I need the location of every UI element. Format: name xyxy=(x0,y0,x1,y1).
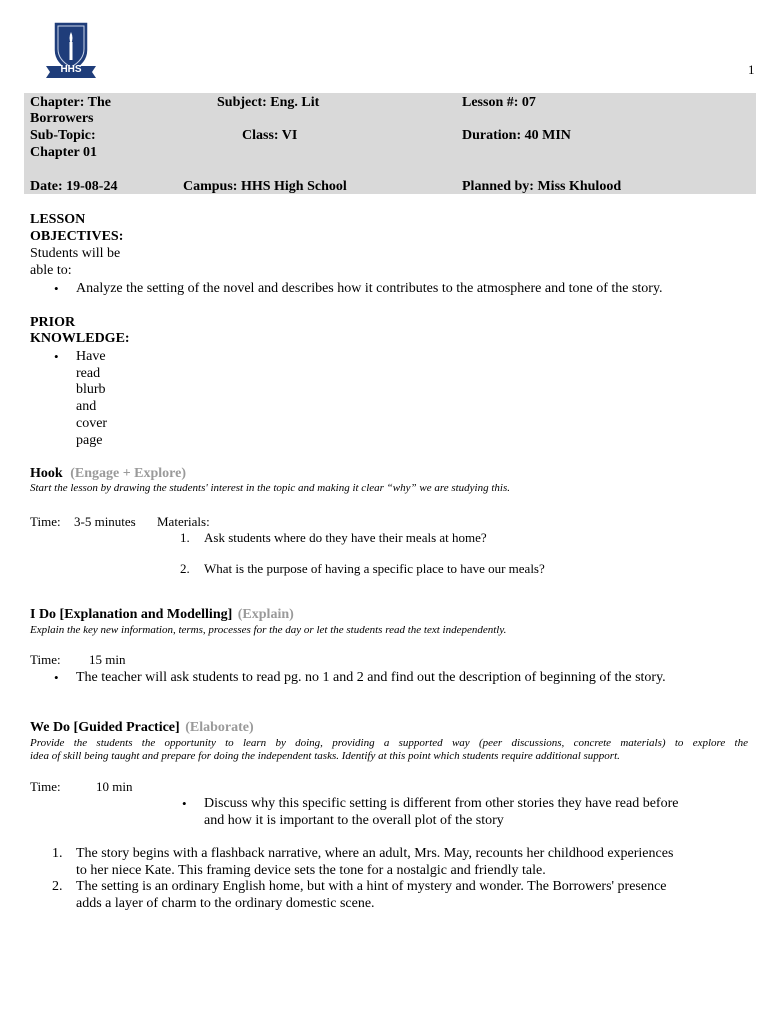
logo-text: HHS xyxy=(60,64,82,75)
wedo-point-2-line-2: adds a layer of charm to the ordinary domestic scene. xyxy=(76,896,375,911)
class: Class: VI xyxy=(242,128,298,143)
wedo-bullet-line-2: and how it is important to the overall plot of the story xyxy=(204,813,504,828)
date: Date: 19-08-24 xyxy=(30,179,118,194)
ido-heading xyxy=(30,606,294,623)
wedo-point-1-line-1: The story begins with a flashback narrative, where an adult, Mrs. May, recounts her childhood experiences xyxy=(76,846,674,861)
wedo-heading xyxy=(30,719,254,736)
planned-by: Planned by: Miss Khulood xyxy=(462,179,622,194)
ido-note: Explain the key new information, terms, processes for the day or let the students read the text independently. xyxy=(30,624,507,636)
objectives-title-1: LESSON xyxy=(30,212,86,227)
prior-word-1: • Have xyxy=(76,348,106,365)
wedo-time-value: 10 min xyxy=(96,779,133,794)
hook-note: Start the lesson by drawing the students' interest in the topic and making it clear “why” we are studying this. xyxy=(30,482,511,494)
prior-word-2: read xyxy=(76,366,101,381)
lesson-number: Lesson #: 07 xyxy=(462,95,536,110)
ido-subtitle: (Explain) xyxy=(237,607,294,622)
hook-heading xyxy=(30,465,186,482)
prior-word-6: page xyxy=(76,433,103,448)
objectives-intro-2: able to: xyxy=(30,263,72,278)
objectives-title-2: OBJECTIVES: xyxy=(30,229,124,244)
prior-title-1: PRIOR xyxy=(30,315,76,330)
ido-item: • The teacher will ask students to read pg. no 1 and 2 and find out the description of beginning of the story. xyxy=(76,669,666,686)
hook-time-value: 3-5 minutes xyxy=(74,514,136,529)
wedo-point-2-line-1: The setting is an ordinary English home, but with a hint of mystery and wonder. The Borrowers' presence xyxy=(76,879,667,894)
wedo-bullet-line-1: • Discuss why this specific setting is different from other stories they have read before xyxy=(204,795,678,812)
hook-question-1-text: Ask students where do they have their meals at home? xyxy=(204,530,487,545)
subject: Subject: Eng. Lit xyxy=(217,95,320,110)
lesson-header xyxy=(24,93,756,194)
prior-title-2: KNOWLEDGE: xyxy=(30,331,130,346)
ido-time-value: 15 min xyxy=(89,652,126,667)
wedo-subtitle: (Elaborate) xyxy=(185,720,254,735)
wedo-point-1: 1. The story begins with a flashback narrative, where an adult, Mrs. May, recounts her childhood experiences xyxy=(52,846,674,861)
school-logo xyxy=(44,20,98,82)
subtopic-line-1: Sub-Topic: xyxy=(30,128,96,143)
wedo-point-2: 2. The setting is an ordinary English home, but with a hint of mystery and wonder. The Borrowers' presence xyxy=(52,879,667,894)
ido-time-label: Time: xyxy=(30,652,61,667)
hook-time-label: Time: xyxy=(30,514,61,529)
objectives-intro-1: Students will be xyxy=(30,246,121,261)
objective-item: • Analyze the setting of the novel and describes how it contributes to the atmosphere and tone of the story. xyxy=(76,280,663,297)
wedo-title: We Do [Guided Practice] xyxy=(30,720,180,735)
chapter-line-1: Chapter: The xyxy=(30,95,112,110)
hook-question-1: 1. Ask students where do they have their meals at home? xyxy=(180,530,487,545)
hook-title: Hook xyxy=(30,466,63,481)
page-number: 1 xyxy=(748,62,755,77)
campus: Campus: HHS High School xyxy=(183,179,347,194)
duration: Duration: 40 MIN xyxy=(462,128,571,143)
hook-materials-label: Materials: xyxy=(157,514,210,529)
prior-word-5: cover xyxy=(76,416,108,431)
ido-title: I Do [Explanation and Modelling] xyxy=(30,607,233,622)
prior-word-4: and xyxy=(76,399,97,414)
hook-subtitle: (Engage + Explore) xyxy=(70,466,187,481)
wedo-point-1-line-2: to her niece Kate. This framing device sets the tone for a nostalgic and friendly tale. xyxy=(76,863,546,878)
wedo-time-label: Time: xyxy=(30,779,61,794)
hook-question-2: 2. What is the purpose of having a specific place to have our meals? xyxy=(180,561,545,576)
prior-word-3: blurb xyxy=(76,382,106,397)
wedo-note-1: Provide the students the opportunity to learn by doing, providing a supported way (peer discussions, concrete materials) to explore the xyxy=(30,737,748,749)
subtopic-line-2: Chapter 01 xyxy=(30,145,98,160)
wedo-note-2: idea of skill being taught and prepare for doing the independent tasks. Identify at this point which students require additional support. xyxy=(30,750,620,762)
hook-question-2-text: What is the purpose of having a specific place to have our meals? xyxy=(204,561,545,576)
chapter-line-2: Borrowers xyxy=(30,111,94,126)
